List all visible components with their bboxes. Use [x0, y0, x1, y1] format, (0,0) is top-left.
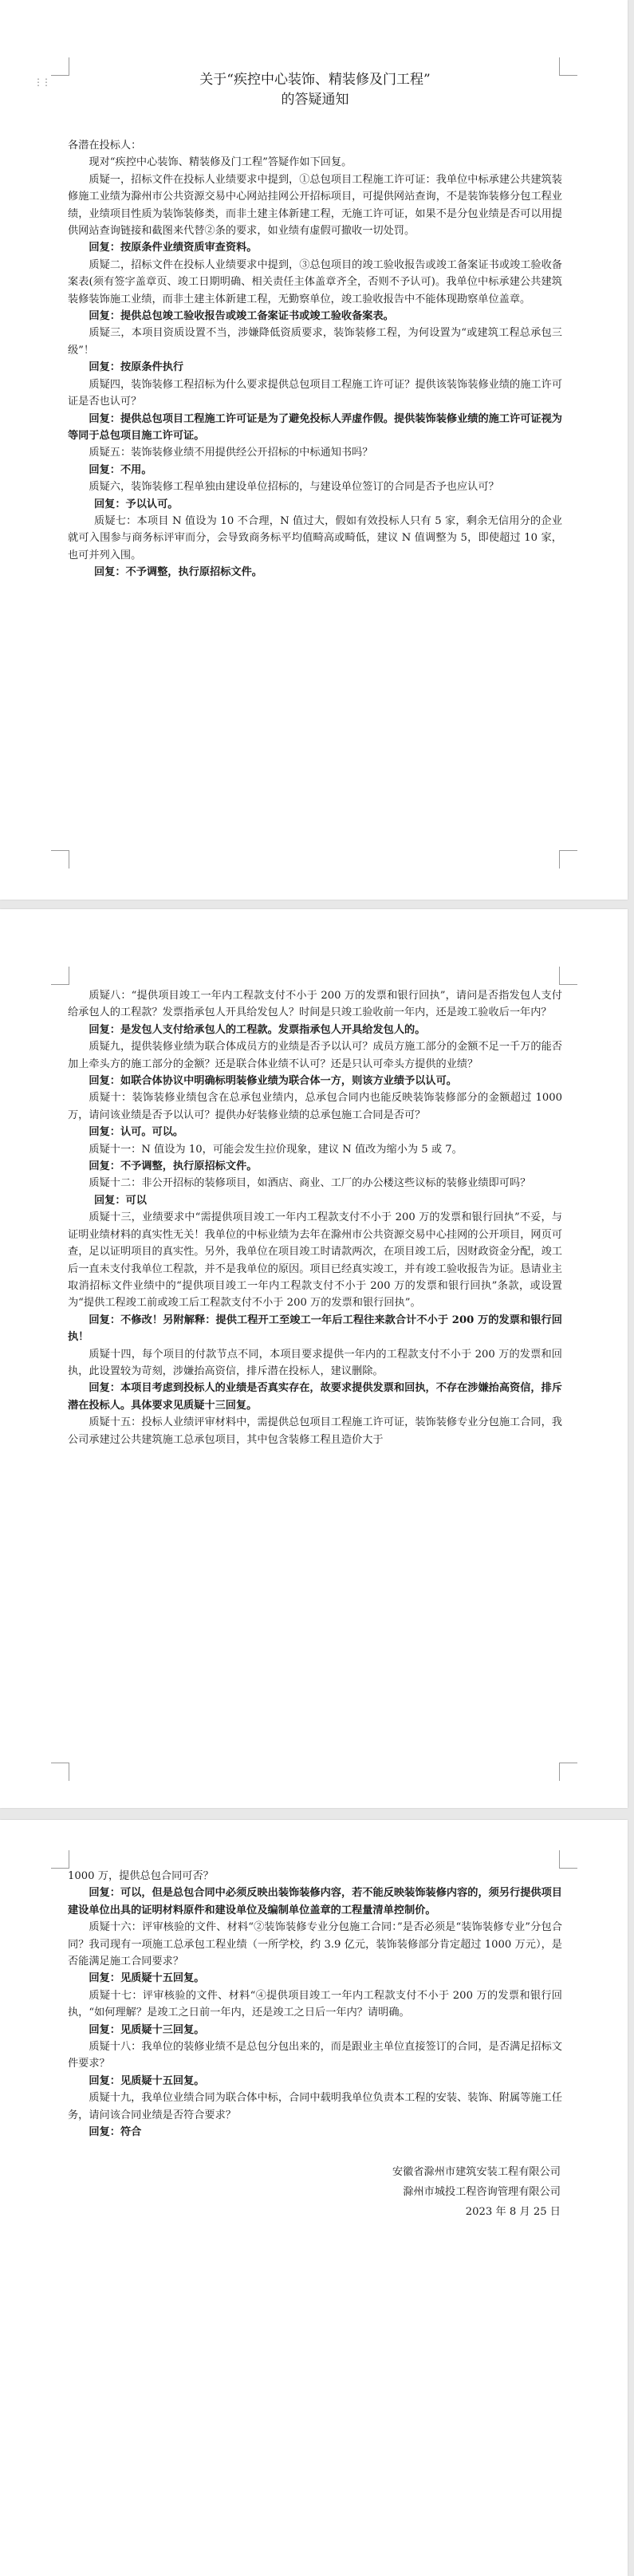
page-2-body — [68, 987, 562, 1448]
question-paragraph: 质疑十八：我单位的装修业绩不是总包分包出来的，而是跟业主单位直接签订的合同，是否满足招标文件要求？ — [68, 2041, 562, 2070]
document-page-1 — [0, 0, 628, 900]
reply-paragraph: 回复：不修改！另附解释：提供工程开工至竣工一年后工程往来款合计不小于 200 万的发票和银行回执！ — [68, 1314, 562, 1344]
question-paragraph: 质疑十五：投标人业绩评审材料中，需提供总包项目工程施工许可证，装饰装修专业分包施工合同，我公司承建过公共建筑施工总承包项目，其中包含装修工程且造价大于 — [68, 1416, 562, 1446]
question-paragraph: 质疑十二：非公开招标的装修项目，如酒店、商业、工厂的办公楼这些议标的装修业绩即可吗？ — [89, 1177, 531, 1190]
page-1-body — [68, 137, 562, 581]
question-paragraph: 质疑四，装饰装修工程招标为什么要求提供总包项目工程施工许可证？提供该装饰装修业绩的施工许可证是否也认可？ — [68, 378, 562, 408]
question-paragraph: 1000 万，提供总包合同可否？ — [68, 1870, 214, 1882]
question-paragraph: 质疑十四，每个项目的付款节点不同，本项目要求提供一年内的工程款支付不小于 200 万的发票和回执，此设置较为苛刻，涉嫌抬高资信，排斥潜在投标人，建议删除。 — [68, 1348, 562, 1377]
question-paragraph: 质疑六，装饰装修工程单独由建设单位招标的，与建设单位签订的合同是否予也应认可？ — [89, 481, 499, 494]
reply-paragraph: 回复：可以，但是总包合同中必须反映出装饰装修内容，若不能反映装饰装修内容的，须另行提供项目建设单位出具的证明材料原件和建设单位及编制单位盖章的工程量清单控制价。 — [68, 1887, 562, 1916]
page-corner-mark — [559, 850, 577, 869]
reply-paragraph: 回复：如联合体协议中明确标明装修业绩为联合体一方，则该方业绩予以认可。 — [89, 1075, 457, 1088]
question-paragraph: 质疑十：装饰装修业绩包含在总承包业绩内，总承包合同内也能反映装饰装修部分的金额超过 1000 万，请问该业绩是否予以认可？提供办好装修业绩的总承包施工合同是否可？ — [68, 1092, 562, 1121]
drag-handle-icon[interactable]: ⋮⋮ — [33, 77, 49, 88]
question-paragraph: 现对“疾控中心装饰、精装修及门工程”答疑作如下回复。 — [89, 156, 352, 169]
document-page-2 — [0, 909, 628, 1808]
question-paragraph: 质疑十六：评审核验的文件、材料“②装饰装修专业分包施工合同：”是否必须是“装饰装修专业”分包合同？我司现有一项施工总承包工程业绩（一所学校，约 3.9 亿元，装饰装修部分肯定超过 1000 万元），是否能满足施工合同要求？ — [68, 1921, 562, 1968]
page-3-body — [68, 1868, 562, 2141]
page-corner-mark — [51, 57, 69, 76]
reply-paragraph: 回复：见质疑十五回复。 — [89, 2074, 205, 2087]
question-paragraph: 质疑十九，我单位业绩合同为联合体中标，合同中载明我单位负责本工程的安装、装饰、附属等施工任务，请问该合同业绩是否符合要求？ — [68, 2092, 562, 2121]
reply-paragraph: 回复：不用。 — [89, 463, 152, 476]
reply-paragraph: 回复：见质疑十五回复。 — [89, 1972, 205, 1985]
question-paragraph: 质疑三，本项目资质设置不当，涉嫌降低资质要求，装饰装修工程，为何设置为“或建筑工程总承包三级”！ — [68, 327, 562, 356]
page-corner-mark — [51, 1763, 69, 1781]
page-corner-mark — [559, 967, 577, 985]
reply-paragraph: 回复：按原条件业绩资质审查资料。 — [89, 242, 258, 254]
page-corner-mark — [559, 1850, 577, 1869]
reply-paragraph: 回复：不予调整，执行原招标文件。 — [89, 1160, 258, 1173]
question-paragraph: 质疑一，招标文件在投标人业绩要求中提到，①总包项目工程施工许可证：我单位中标承建公共建筑装修施工业绩为滁州市公共资源交易中心网站挂网公开招标项目，可提供网站查询，不是装饰装修分包工程业绩，业绩项目性质为装饰装修类，而非土建主体新建工程，无施工许可证，如果不是分包业绩是否可以用提供网站查询链接和截图来代替②条的要求，如业绩有虚假可撤收一切处罚。 — [68, 173, 562, 238]
reply-paragraph: 回复：本项目考虑到投标人的业绩是否真实存在，故要求提供发票和回执，不存在涉嫌抬高资信，排斥潜在投标人。具体要求见质疑十三回复。 — [68, 1382, 562, 1412]
reply-paragraph: 回复：可以 — [94, 1194, 147, 1207]
question-paragraph: 质疑五：装饰装修业绩不用提供经公开招标的中标通知书吗？ — [89, 447, 373, 459]
page-corner-mark — [51, 850, 69, 869]
reply-paragraph: 回复：提供总包项目工程施工许可证是为了避免投标人弄虚作假。提供装饰装修业绩的施工许可证视为等同于总包项目施工许可证。 — [68, 412, 562, 442]
title-line-1: 关于“疾控中心装饰、精装修及门工程” — [199, 72, 431, 88]
signature-date: 2023 年 8 月 25 日 — [465, 2205, 561, 2218]
question-paragraph: 质疑七：本项目 N 值设为 10 不合理，N 值过大，假如有效投标人只有 5 家，剩余无信用分的企业就可入围参与商务标评审而分，会导致商务标平均值畸高或畸低，建议 N 值调整为 5，即使超过 10 家，也可并列入围。 — [68, 514, 562, 561]
reply-paragraph: 回复：认可。可以。 — [89, 1126, 184, 1139]
signature-org-2: 滁州市城投工程咨询管理有限公司 — [403, 2185, 561, 2198]
page-corner-mark — [559, 1763, 577, 1781]
document-page-3 — [0, 1820, 628, 2576]
document-title — [68, 70, 562, 110]
reply-paragraph: 回复：提供总包竣工验收报告或竣工备案证书或竣工验收备案表。 — [89, 310, 394, 323]
reply-paragraph: 回复：是发包人支付给承包人的工程款。发票指承包人开具给发包人的。 — [89, 1023, 426, 1036]
question-paragraph: 质疑八：“提供项目竣工一年内工程款支付不小于 200 万的发票和银行回执”，请问是否指发包人支付给承包人的工程款？发票指承包人开具给发包人？时间是只竣工验收前一年内，还是竣工验收后一年内？ — [68, 990, 562, 1019]
question-paragraph: 质疑二，招标文件在投标人业绩要求中提到，③总包项目的竣工验收报告或竣工备案证书或竣工验收备案表(须有签字盖章页、竣工日期明确、相关责任主体盖章齐全，否则不予认可)。我单位中标承建公共建筑装修装饰施工业绩，而非土建主体新建工程，无勤察单位，竣工验收报告中不能体现勘察单位盖章。 — [68, 258, 562, 305]
question-paragraph: 质疑十七：评审核验的文件、材料“④提供项目竣工一年内工程款支付不小于 200 万的发票和银行回执，“如何理解？是竣工之日前一年内，还是竣工之日后一年内？请明确。 — [68, 1989, 562, 2019]
question-paragraph: 各潜在投标人： — [68, 140, 142, 152]
question-paragraph: 质疑九，提供装修业绩为联合体成员方的业绩是否予以认可？成员方施工部分的金额不足一千万的能否加上牵头方的施工部分的金额？还是联合体业绩不认可？还是只认可牵头方提供的业绩？ — [68, 1041, 562, 1070]
question-paragraph: 质疑十三，业绩要求中“需提供项目竣工一年内工程款支付不小于 200 万的发票和银行回执”不妥，与证明业绩材料的真实性无关！我单位的中标业绩为去年在滁州市公共资源交易中心挂网的公开项目，网页可查，足以证明项目的真实性。另外，我单位在项目竣工时请款两次，在项目竣工后，因财政资金分配，竣工后一直未支付我单位工程款，并不是我单位的原因。项目已经真实竣工，并有竣工验收报告为证。恳请业主取消招标文件业绩中的“提供项目竣工一年内工程款支付不小于 200 万的发票和银行回执”条款，或设置为“提供工程竣工前或竣工后工程款支付不小于 200 万的发票和银行回执”。 — [68, 1211, 562, 1310]
reply-paragraph: 回复：见质疑十三回复。 — [89, 2023, 205, 2036]
page-corner-mark — [51, 967, 69, 985]
reply-paragraph: 回复：予以认可。 — [94, 498, 179, 510]
page-corner-mark — [51, 1850, 69, 1869]
signature-block — [68, 2162, 562, 2222]
reply-paragraph: 回复：按原条件执行 — [89, 361, 184, 374]
signature-org-1: 安徽省滁州市建筑安装工程有限公司 — [392, 2165, 561, 2178]
question-paragraph: 质疑十一：N 值设为 10，可能会发生拉价现象，建议 N 值改为缩小为 5 或 7。 — [89, 1143, 463, 1156]
reply-paragraph: 回复：不予调整，执行原招标文件。 — [94, 566, 262, 579]
reply-paragraph: 回复：符合 — [89, 2126, 142, 2139]
title-line-2: 的答疑通知 — [281, 92, 349, 108]
